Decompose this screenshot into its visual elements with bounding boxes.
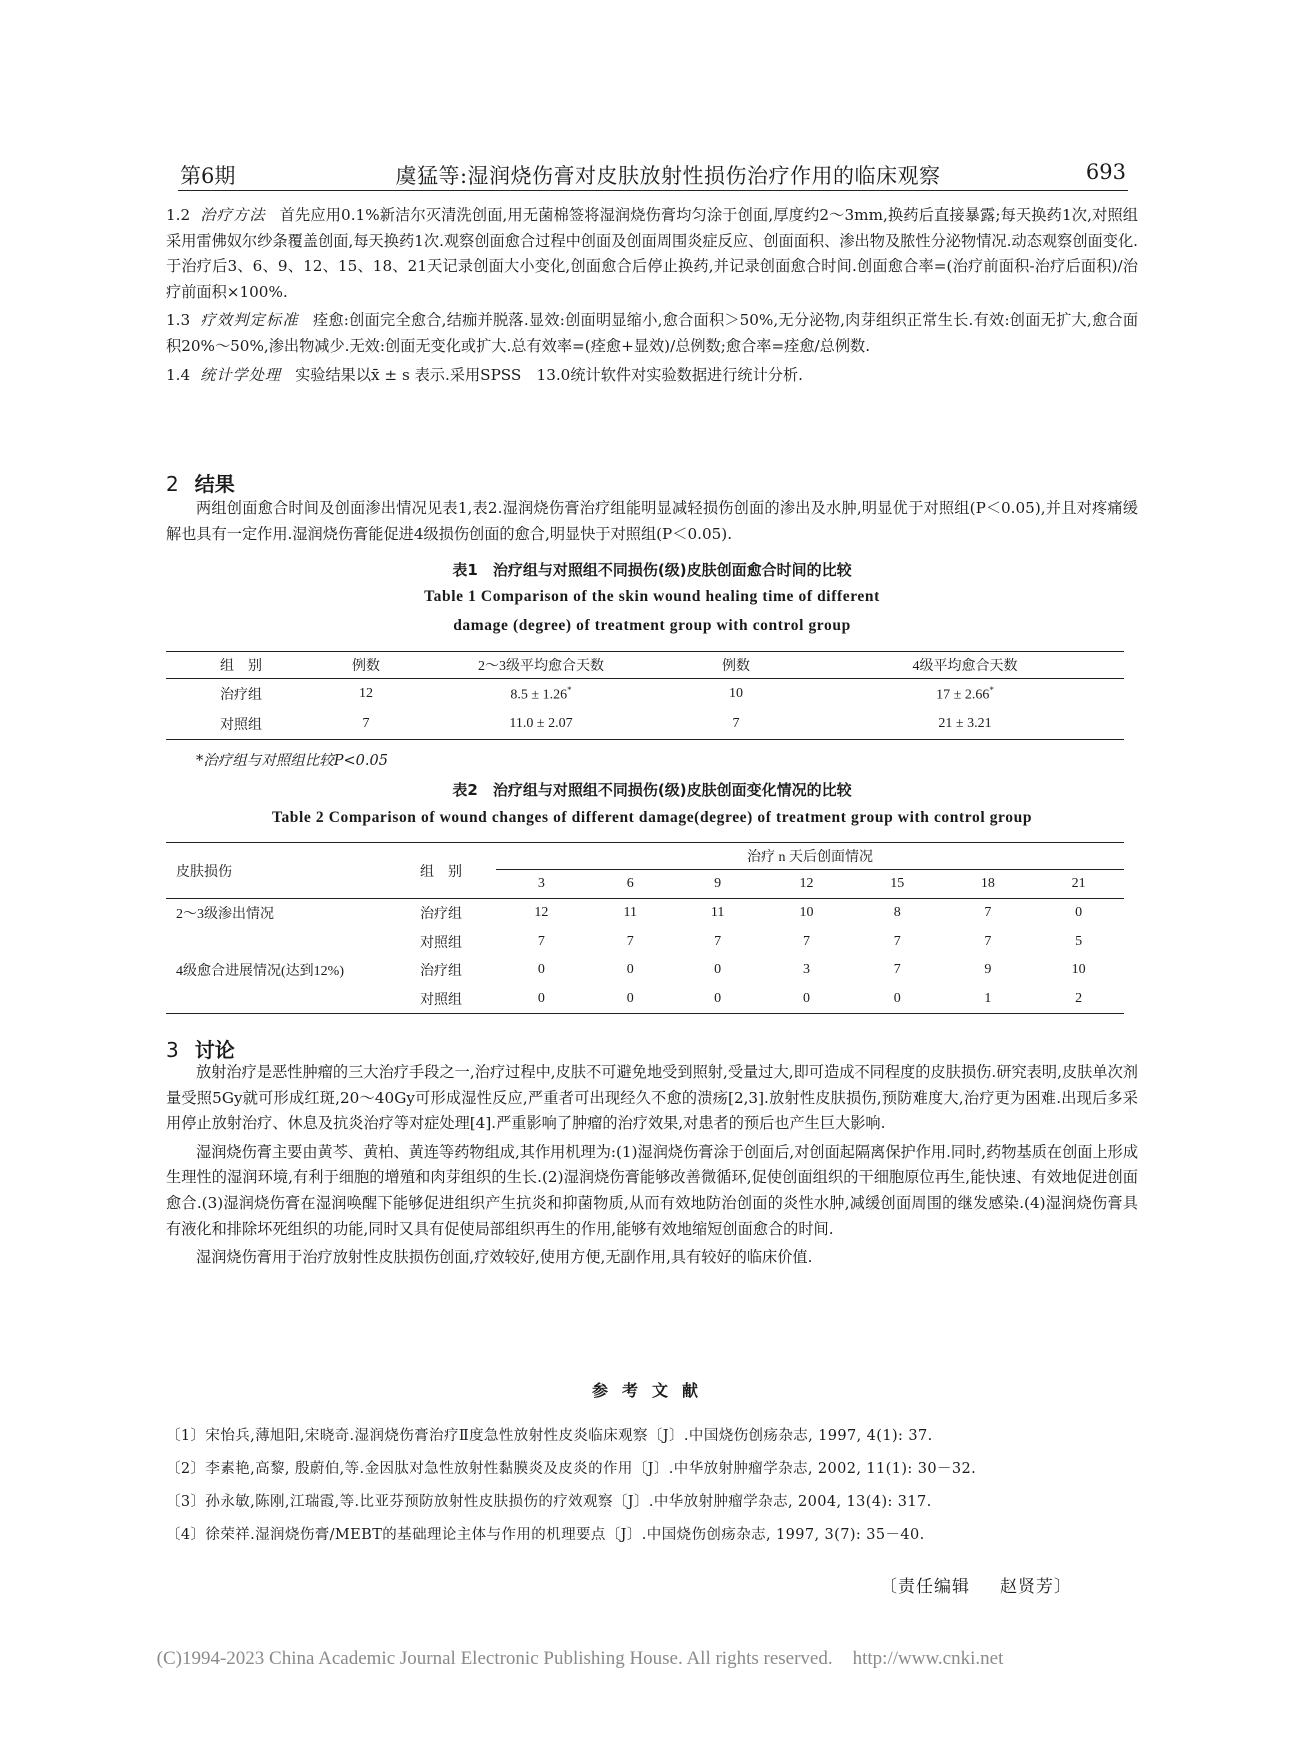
table-cell: 7 (893, 962, 901, 978)
footer-url[interactable]: http://www.cnki.net (852, 1648, 1004, 1669)
table-2 (166, 842, 1124, 1014)
significance-marker: * (567, 684, 572, 695)
table-cell: 8 (893, 905, 901, 921)
page-number: 693 (1085, 160, 1126, 184)
table-header-row (166, 843, 1124, 870)
discussion-paragraph-3: 湿润烧伤膏用于治疗放射性皮肤损伤创面,疗效较好,使用方便,无副作用,具有较好的临床价值. (196, 1248, 813, 1267)
table-cell: 4级愈合进展情况(达到12%) (176, 964, 344, 980)
paragraph-1-3 (166, 308, 1138, 359)
table-cell: 7 (714, 933, 722, 949)
table1-caption-en-line2: damage (degree) of treatment group with control group (453, 617, 851, 634)
table-cell: 5 (1075, 933, 1083, 949)
table-cell (166, 928, 386, 957)
column-header: 2～3级平均愈合天数 (416, 652, 666, 679)
day-header: 12 (761, 870, 852, 899)
table-cell: 0 (626, 990, 634, 1006)
results-paragraph: 两组创面愈合时间及创面渗出情况见表1,表2.湿润烧伤膏治疗组能明显减轻损伤创面的渗出及水肿,明显优于对照组(P＜0.05),并且对疼痛缓解也具有一定作用.湿润烧伤膏能促进4级损伤创面的愈合,明显快于对照组(P＜0.05). (166, 499, 1138, 543)
table-cell: 2 (1075, 990, 1083, 1006)
table-cell: 7 (803, 933, 811, 949)
table-cell: 1 (984, 990, 992, 1006)
running-header (178, 156, 1128, 191)
table-header-row (166, 652, 1124, 679)
responsible-editor (880, 1572, 1072, 1597)
column-header: 皮肤损伤 (166, 843, 386, 899)
reference-item: 〔1〕宋怡兵,薄旭阳,宋晓奇.湿润烧伤膏治疗Ⅱ度急性放射性皮炎临床观察〔J〕.中国烧伤创疡杂志, 1997, 4(1): 37. (166, 1428, 933, 1444)
table-cell: 治疗组 (420, 964, 462, 980)
table-row (166, 985, 1124, 1014)
table-cell: 3 (803, 962, 811, 978)
subsection-label: 统计学处理 (200, 365, 282, 384)
table-cell: 对照组 (220, 718, 262, 733)
table-cell: 0 (714, 990, 722, 1006)
table-cell: 7 (362, 716, 370, 731)
table-row (166, 709, 1124, 740)
discussion-heading (166, 1034, 235, 1063)
section-number: 2 (166, 472, 179, 496)
table-cell: 11 (623, 905, 638, 921)
table-cell: 对照组 (420, 935, 462, 951)
paragraph-text: 实验结果以x̄ ± s 表示.采用SPSS 13.0统计软件对实验数据进行统计分析. (295, 365, 803, 384)
day-header: 15 (852, 870, 943, 899)
subsection-number: 1.4 (166, 365, 191, 384)
table-cell: 0 (537, 990, 545, 1006)
table-row (166, 928, 1124, 957)
paragraph-text: 首先应用0.1%新洁尔灭清洗创面,用无菌棉签将湿润烧伤膏均匀涂于创面,厚度约2～3mm,换药后直接暴露;每天换药1次,对照组采用雷佛奴尔纱条覆盖创面,每天换药1次.观察创面愈合过程中创面及创面周围炎症反应、创面面积、渗出物及脓性分泌物情况.动态观察创面变化.于治疗后3、6、9、12、15、18、21天记录创面大小变化,创面愈合后停止换药,并记录创面愈合时间.创面愈合率=(治疗前面积-治疗后面积)/治疗前面积×100%. (166, 206, 1138, 301)
table1-caption-en-line1: Table 1 Comparison of the skin wound healing time of different (424, 588, 880, 605)
issue-number: 第6期 (180, 164, 236, 188)
table-cell: 7 (984, 933, 992, 949)
table-cell: 0 (537, 962, 545, 978)
table2-caption-en: Table 2 Comparison of wound changes of different damage(degree) of treatment group with control group (271, 809, 1033, 826)
section-number: 3 (166, 1038, 179, 1062)
discussion-paragraph-2: 湿润烧伤膏主要由黄芩、黄柏、黄连等药物组成,其作用机理为:(1)湿润烧伤膏涂于创面后,对创面起隔离保护作用.同时,药物基质在创面上形成生理性的湿润环境,有利于细胞的增殖和肉芽组织的生长.(2)湿润烧伤膏能够改善微循环,促使创面组织的干细胞原位再生,能快速、有效地促进创面愈合.(3)湿润烧伤膏在湿润唤醒下能够促进组织产生抗炎和抑菌物质,从而有效地防治创面的炎性水肿,减缓创面周围的继发感染.(4)湿润烧伤膏具有液化和排除坏死组织的功能,同时又具有促使局部组织再生的作用,能够有效地缩短创面愈合的时间. (166, 1142, 1139, 1238)
subsection-label: 治疗方法 (200, 206, 266, 224)
table-row (166, 679, 1124, 710)
table-cell: 0 (714, 962, 722, 978)
copyright-footer (0, 1648, 1160, 1670)
discussion-paragraph-1: 放射治疗是恶性肿瘤的三大治疗手段之一,治疗过程中,皮肤不可避免地受到照射,受量过大,即可造成不同程度的皮肤损伤.研究表明,皮肤单次剂量受照5Gy就可形成红斑,20～40Gy可形成湿性反应,严重者可出现经久不愈的溃疡[2,3].放射性皮肤损伤,预防难度大,治疗更为困难.出现后多采用停止放射治疗、休息及抗炎治疗等对症处理[4].严重影响了肿瘤的治疗效果,对患者的预后也产生巨大影响. (166, 1063, 1138, 1133)
table-cell: 治疗组 (420, 907, 462, 923)
table-cell: 2～3级渗出情况 (176, 907, 274, 923)
table-cell: 17 ± 2.66* (936, 684, 994, 703)
table-cell: 0 (626, 962, 634, 978)
day-header: 18 (943, 870, 1034, 899)
table-row (166, 956, 1124, 985)
reference-item: 〔2〕李素艳,高黎, 殷蔚伯,等.金因肽对急性放射性黏膜炎及皮炎的作用〔J〕.中华放射肿瘤学杂志, 2002, 11(1): 30－32. (166, 1461, 977, 1477)
column-group-header: 治疗 n 天后创面情况 (496, 843, 1124, 870)
section-title: 结果 (194, 472, 235, 496)
table-cell: 11 (710, 905, 725, 921)
paragraph-text: 痊愈:创面完全愈合,结痂并脱落.显效:创面明显缩小,愈合面积＞50%,无分泌物,肉芽组织正常生长.有效:创面无扩大,愈合面积20%～50%,渗出物减少.无效:创面无变化或扩大.总有效率=(痊愈+显效)/总例数;愈合率=痊愈/总例数. (166, 311, 1139, 355)
table-cell: 7 (732, 716, 740, 731)
table-cell: 7 (893, 933, 901, 949)
editor-label: 〔责任编辑 (880, 1577, 970, 1597)
table-cell: 0 (893, 990, 901, 1006)
copyright-text: (C)1994-2023 China Academic Journal Electronic Publishing House. All rights reserved. (156, 1648, 833, 1669)
table-cell: 10 (1071, 962, 1086, 978)
reference-list (166, 1422, 1138, 1554)
table2-caption-cn: 表2 治疗组与对照组不同损伤(级)皮肤创面变化情况的比较 (452, 781, 852, 799)
results-heading (166, 468, 235, 497)
table-cell: 治疗组 (220, 688, 262, 703)
day-header: 21 (1033, 870, 1124, 899)
table-cell: 10 (729, 686, 743, 701)
section-title: 讨论 (194, 1038, 235, 1062)
table1-caption-cn: 表1 治疗组与对照组不同损伤(级)皮肤创面愈合时间的比较 (452, 561, 852, 579)
table-row (166, 899, 1124, 928)
table-cell: 8.5 ± 1.26* (510, 684, 572, 703)
paragraph-1-2 (166, 203, 1138, 305)
column-header: 例数 (316, 652, 416, 679)
table-1 (166, 651, 1124, 740)
editor-name: 赵贤芳〕 (1000, 1577, 1072, 1597)
table-cell: 9 (984, 962, 992, 978)
references-title: 参考文献 (591, 1381, 712, 1400)
table-cell: 12 (534, 905, 549, 921)
day-header: 3 (496, 870, 587, 899)
table-cell (166, 985, 386, 1014)
table1-footnote: *治疗组与对照组比较P<0.05 (196, 753, 388, 769)
table-cell: 对照组 (420, 992, 462, 1008)
table-cell: 10 (799, 905, 814, 921)
column-header: 例数 (666, 652, 806, 679)
subsection-number: 1.2 (166, 206, 191, 224)
significance-marker: * (989, 684, 994, 695)
reference-item: 〔4〕徐荣祥.湿润烧伤膏/MEBT的基础理论主体与作用的机理要点〔J〕.中国烧伤创疡杂志, 1997, 3(7): 35－40. (166, 1527, 925, 1543)
paragraph-1-4 (166, 363, 1138, 389)
table-cell: 0 (1075, 905, 1083, 921)
table-cell: 7 (626, 933, 634, 949)
table-cell: 11.0 ± 2.07 (509, 716, 573, 731)
subsection-label: 疗效判定标准 (200, 311, 299, 330)
column-header: 组 别 (166, 652, 316, 679)
column-header: 组 别 (386, 843, 496, 899)
table-cell: 7 (537, 933, 545, 949)
running-title: 虞猛等:湿润烧伤膏对皮肤放射性损伤治疗作用的临床观察 (395, 164, 941, 188)
table-cell: 0 (803, 990, 811, 1006)
methods-section (166, 203, 1138, 388)
table-cell: 21 ± 3.21 (938, 716, 992, 731)
table-cell: 7 (984, 905, 992, 921)
reference-item: 〔3〕孙永敏,陈刚,江瑞霞,等.比亚芬预防放射性皮肤损伤的疗效观察〔J〕.中华放射肿瘤学杂志, 2004, 13(4): 317. (166, 1494, 932, 1510)
column-header: 4级平均愈合天数 (806, 652, 1124, 679)
day-header: 9 (674, 870, 761, 899)
day-header: 6 (587, 870, 674, 899)
table-cell: 12 (359, 686, 373, 701)
discussion-section (166, 1060, 1138, 1271)
subsection-number: 1.3 (166, 311, 191, 330)
